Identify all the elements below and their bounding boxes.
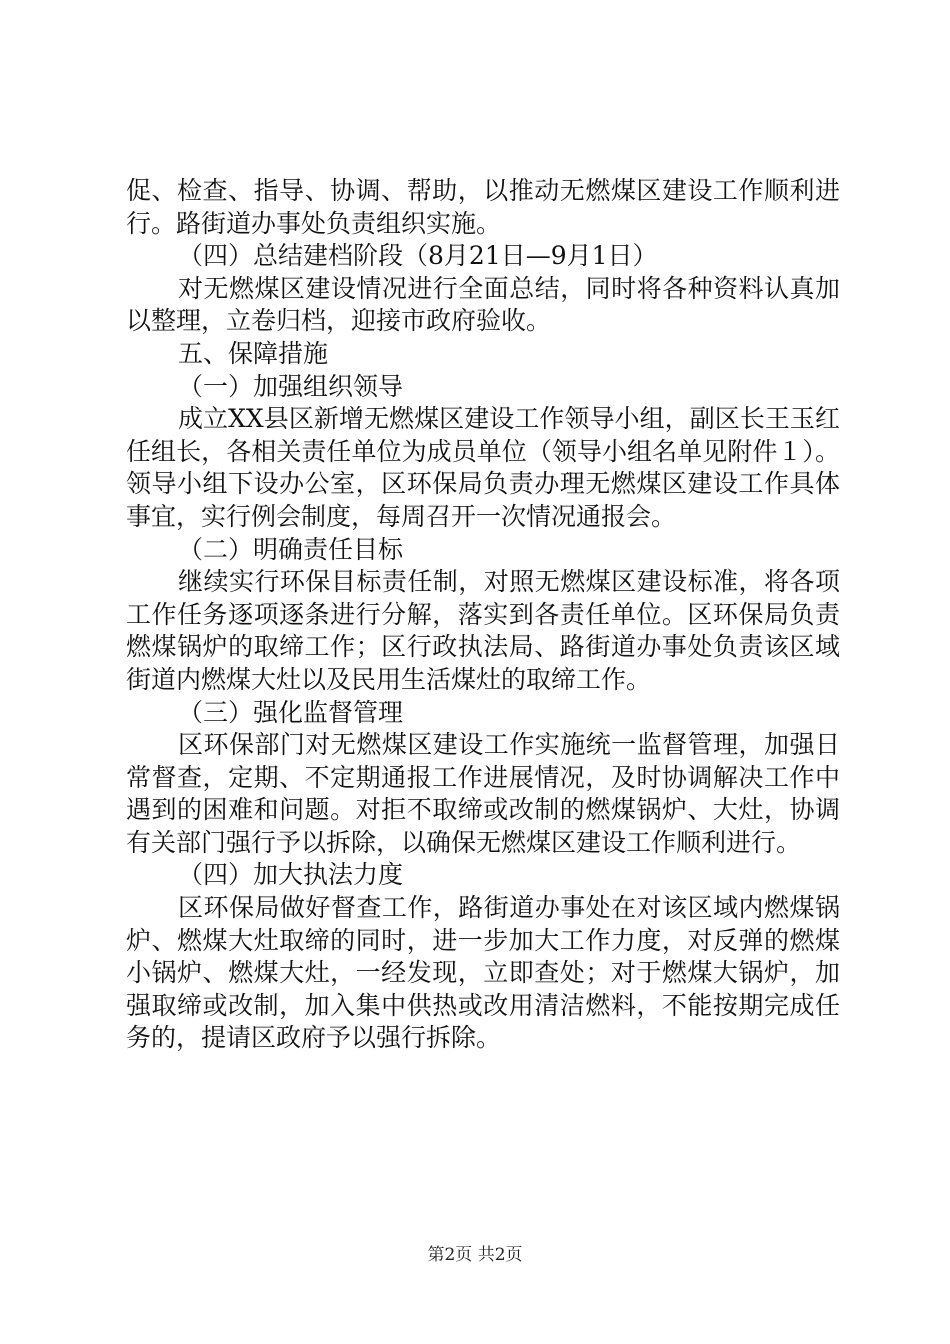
section-heading: （二）明确责任目标 — [178, 534, 404, 564]
paragraph: 区环保局做好督查工作，路街道办事处在对该区域内燃煤锅炉、燃煤大灶取缔的同时，进一步加大工作力度，对反弹的燃煤小锅炉、燃煤大灶，一经发现，立即查处；对于燃煤大锅炉，加强取缔或改制，加入集中供热或改用清洁燃料，不能按期完成任务的，提请区政府予以强行拆除。 — [126, 893, 840, 1053]
page-number-footer: 第2页 共2页 — [427, 1245, 523, 1265]
paragraph: 对无燃煤区建设情况进行全面总结，同时将各种资料认真加以整理，立卷归档，迎接市政府验收。 — [126, 273, 840, 336]
paragraph: 促、检查、指导、协调、帮助，以推动无燃煤区建设工作顺利进行。路街道办事处负责组织实施。 — [126, 176, 840, 238]
section-heading: （一）加强组织领导 — [178, 371, 404, 401]
paragraph: 成立XX县区新增无燃煤区建设工作领导小组，副区长王玉红任组长，各相关责任单位为成员单位（领导小组名单见附件１）。领导小组下设办公室，区环保局负责办理无燃煤区建设工作具体事宜，实行例会制度，每周召开一次情况通报会。 — [126, 404, 840, 531]
section-heading: （四）加大执法力度 — [178, 860, 404, 890]
paragraph: 区环保部门对无燃煤区建设工作实施统一监督管理，加强日常督查，定期、不定期通报工作进展情况，及时协调解决工作中遇到的困难和问题。对拒不取缔或改制的燃煤锅炉、大灶，协调有关部门强行予以拆除，以确保无燃煤区建设工作顺利进行。 — [126, 730, 840, 857]
section-heading: 五、保障措施 — [178, 338, 329, 368]
paragraph: 继续实行环保目标责任制，对照无燃煤区建设标准，将各项工作任务逐项逐条进行分解，落实到各责任单位。区环保局负责燃煤锅炉的取缔工作；区行政执法局、路街道办事处负责该区域街道内燃煤大灶以及民用生活煤灶的取缔工作。 — [126, 567, 840, 694]
section-heading: （三）强化监督管理 — [178, 697, 404, 727]
document-body — [126, 175, 840, 1055]
section-heading: （四）总结建档阶段（8月21日—9月1日） — [178, 241, 658, 271]
